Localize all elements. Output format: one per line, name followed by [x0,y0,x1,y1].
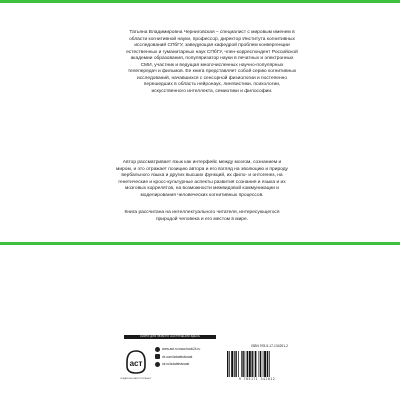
svg-text:аст: аст [129,359,143,368]
ok-icon [155,362,160,367]
vk-icon [155,354,160,359]
publisher-group-caption: ИЗДАТЕЛЬСКАЯ ГРУППА АСТ [120,378,152,380]
publisher-links [155,346,200,369]
author-bio: Татьяна Владимировна Черниговская – специалист с мировым именем в области когнитивной науки, профессор, директор Института когнитивных исследований СПбГУ, заведующая кафедрой проблем конвергенции естественных и гуманитарных наук СПбГУ, член-корреспондент Российской академии образования, популяризатор науки в печатных и электронных СМИ, участник и ведущая многочисленных научно-популярных телепередач и фильмов. Ее книга представляет собой серию когнитивных исследований, начавшихся с сенсорной физиологии и постепенно перешедших в область нейронаук, лингвистики, психологии, искусственного интеллекта, семиотики и философии. [126,30,298,94]
link-ok-text[interactable]: ok.ru/izdatelstvoast [162,362,190,366]
link-row-ok[interactable] [155,361,200,367]
book-description: Автор рассматривает язык как интерфейс между мозгом, сознанием и миром, и это отражает позицию автора и его взгляд на эволюцию и природу вербального языка и других высших функций, их фило- и онтогенез, на генетические и кросс-культурные аспекты развития сознания и языка и их мозговых коррелятов, на возможности межвидовой коммуникации и моделирования человеческих когнитивных процессов. [116,160,288,198]
publisher-slogan-band: КНИГИ ДЛЯ ЛЮБОГО НАСТРОЕНИЯ ЗДЕСЬ [124,335,216,339]
isbn-label: ISBN 978-5-17-134201-2 [251,344,288,348]
barcode-digits: 9 785171 342012 [238,377,276,381]
web-icon [155,347,160,352]
target-reader-note: Книга рассчитана на интеллектуального читателя, интересующегося природой человека и его местом в мире. [124,210,280,222]
link-web-text[interactable]: www.ast.ru www.book24.ru [162,347,201,351]
barcode-icon [226,351,288,377]
link-row-web[interactable] [155,346,200,352]
bottom-green-rule [0,242,400,245]
ast-logo-icon [125,349,147,375]
top-green-rule [0,0,400,3]
link-vk-text[interactable]: vk.com/izdatelstvoast [162,354,193,359]
link-row-vk[interactable] [155,354,200,360]
